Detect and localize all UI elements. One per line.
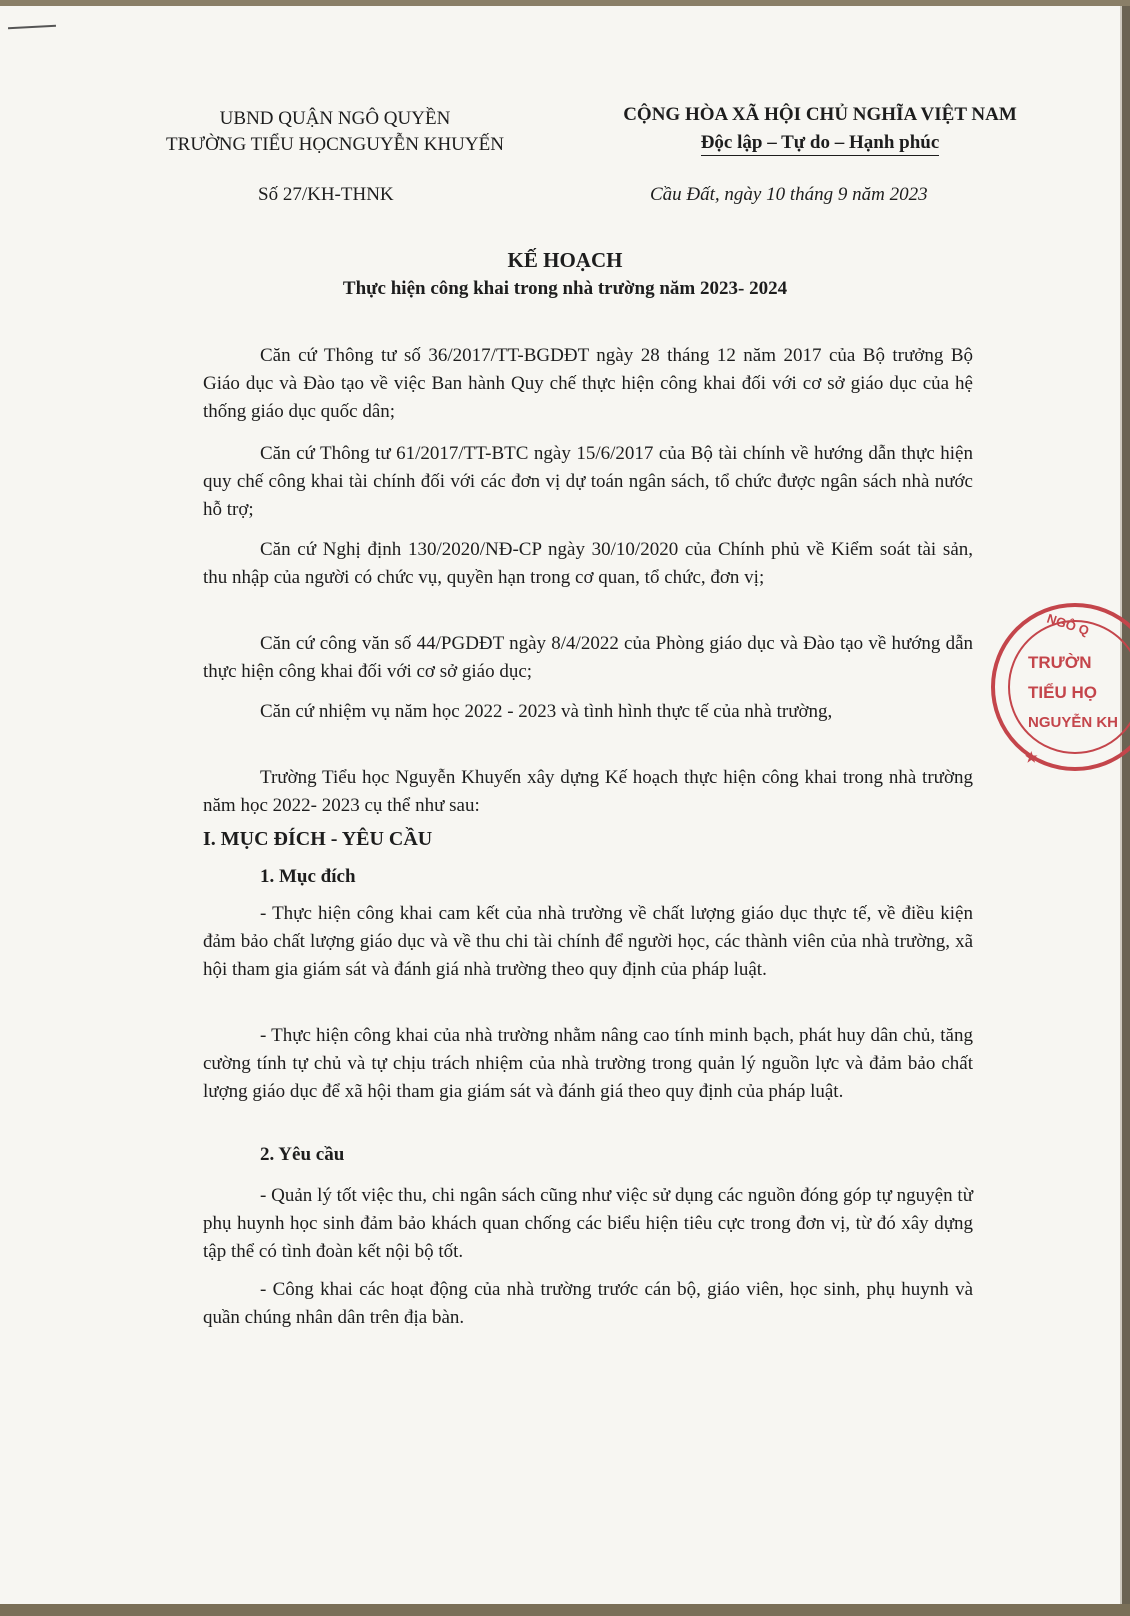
subsection-heading: 1. Mục đích: [260, 866, 356, 887]
place-and-date: Cầu Đất, ngày 10 tháng 9 năm 2023: [650, 184, 928, 205]
national-motto: Độc lập – Tự do – Hạnh phúc: [701, 131, 940, 156]
basis-paragraph: Căn cứ công văn số 44/PGDĐT ngày 8/4/2022 của Phòng giáo dục và Đào tạo về hướng dẫn thực hiện công khai đối với cơ sở giáo dục;: [203, 633, 973, 682]
issuing-authority: [130, 106, 540, 158]
seal-center-text: [1028, 648, 1118, 738]
basis-paragraph: Căn cứ Thông tư 61/2017/TT-BTC ngày 15/6/2017 của Bộ tài chính về hướng dẫn thực hiện quy chế công khai tài chính đối với các đơn vị dự toán ngân sách, tổ chức được ngân sách nhà nước hỗ trợ;: [203, 443, 973, 520]
section-heading: I. MỤC ĐÍCH - YÊU CẦU: [203, 828, 433, 850]
list-item: - Công khai các hoạt động của nhà trường trước cán bộ, giáo viên, học sinh, phụ huynh và quần chúng nhân dân trên địa bàn.: [203, 1279, 973, 1328]
document-title: KẾ HOẠCH: [507, 248, 623, 272]
subsection-heading: 2. Yêu cầu: [260, 1144, 345, 1165]
subtitle-text: Thực hiện công khai trong nhà trường năm 2023- 2024: [342, 278, 788, 299]
seal-star-icon: ★: [1025, 749, 1038, 765]
document-subtitle: [0, 278, 1130, 300]
list-item: - Thực hiện công khai của nhà trường nhằm nâng cao tính minh bạch, phát huy dân chủ, tăng cường tính tự chủ và tự chịu trách nhiệm của nhà trường trong quản lý nguồn lực và đảm bảo chất lượng giáo dục để xã hội tham gia giám sát và đánh giá theo quy định của pháp luật.: [203, 1025, 973, 1102]
list-item: - Thực hiện công khai cam kết của nhà trường về chất lượng giáo dục thực tế, về điều kiện đảm bảo chất lượng giáo dục và về thu chi tài chính để người học, các thành viên của nhà trường, xã hội tham gia giám sát và đánh giá nhà trường theo quy định của pháp luật.: [203, 903, 973, 980]
agency-name: UBND QUẬN NGÔ QUYỀN: [219, 108, 451, 129]
document-number: Số 27/KH-THNK: [258, 184, 394, 205]
intro-paragraph: Trường Tiểu học Nguyễn Khuyến xây dựng Kế hoạch thực hiện công khai trong nhà trường năm học 2022- 2023 cụ thể như sau:: [203, 767, 973, 816]
basis-paragraph: Căn cứ Nghị định 130/2020/NĐ-CP ngày 30/10/2020 của Chính phủ về Kiểm soát tài sản, thu nhập của người có chức vụ, quyền hạn trong cơ quan, tổ chức, đơn vị;: [203, 539, 973, 588]
seal-line: TRƯỜN: [1028, 653, 1092, 672]
national-header: [590, 101, 1050, 157]
seal-line: NGUYỄN KH: [1028, 714, 1119, 731]
scan-top-edge: [0, 0, 1130, 6]
scan-bottom-edge: [0, 1604, 1130, 1616]
basis-paragraph: Căn cứ nhiệm vụ năm học 2022 - 2023 và tình hình thực tế của nhà trường,: [260, 701, 833, 722]
seal-line: TIỂU HỌ: [1028, 683, 1097, 702]
school-name: TRƯỜNG TIỂU HỌCNGUYỄN KHUYẾN: [166, 134, 504, 155]
seal-ring-text: NGÔ Q: [1045, 610, 1091, 639]
basis-paragraph: Căn cứ Thông tư số 36/2017/TT-BGDĐT ngày 28 tháng 12 năm 2017 của Bộ trưởng Bộ Giáo dục và Đào tạo về việc Ban hành Quy chế thực hiện công khai đối với cơ sở giáo dục của hệ thống giáo dục quốc dân;: [203, 345, 973, 422]
list-item: - Quản lý tốt việc thu, chi ngân sách cũng như việc sử dụng các nguồn đóng góp tự nguyện từ phụ huynh học sinh đảm bảo khách quan chống các biểu hiện tiêu cực trong đơn vị, từ đó xây dựng tập thể có tình đoàn kết nội bộ tốt.: [203, 1185, 973, 1262]
nation-name: CỘNG HÒA XÃ HỘI CHỦ NGHĨA VIỆT NAM: [623, 104, 1017, 125]
